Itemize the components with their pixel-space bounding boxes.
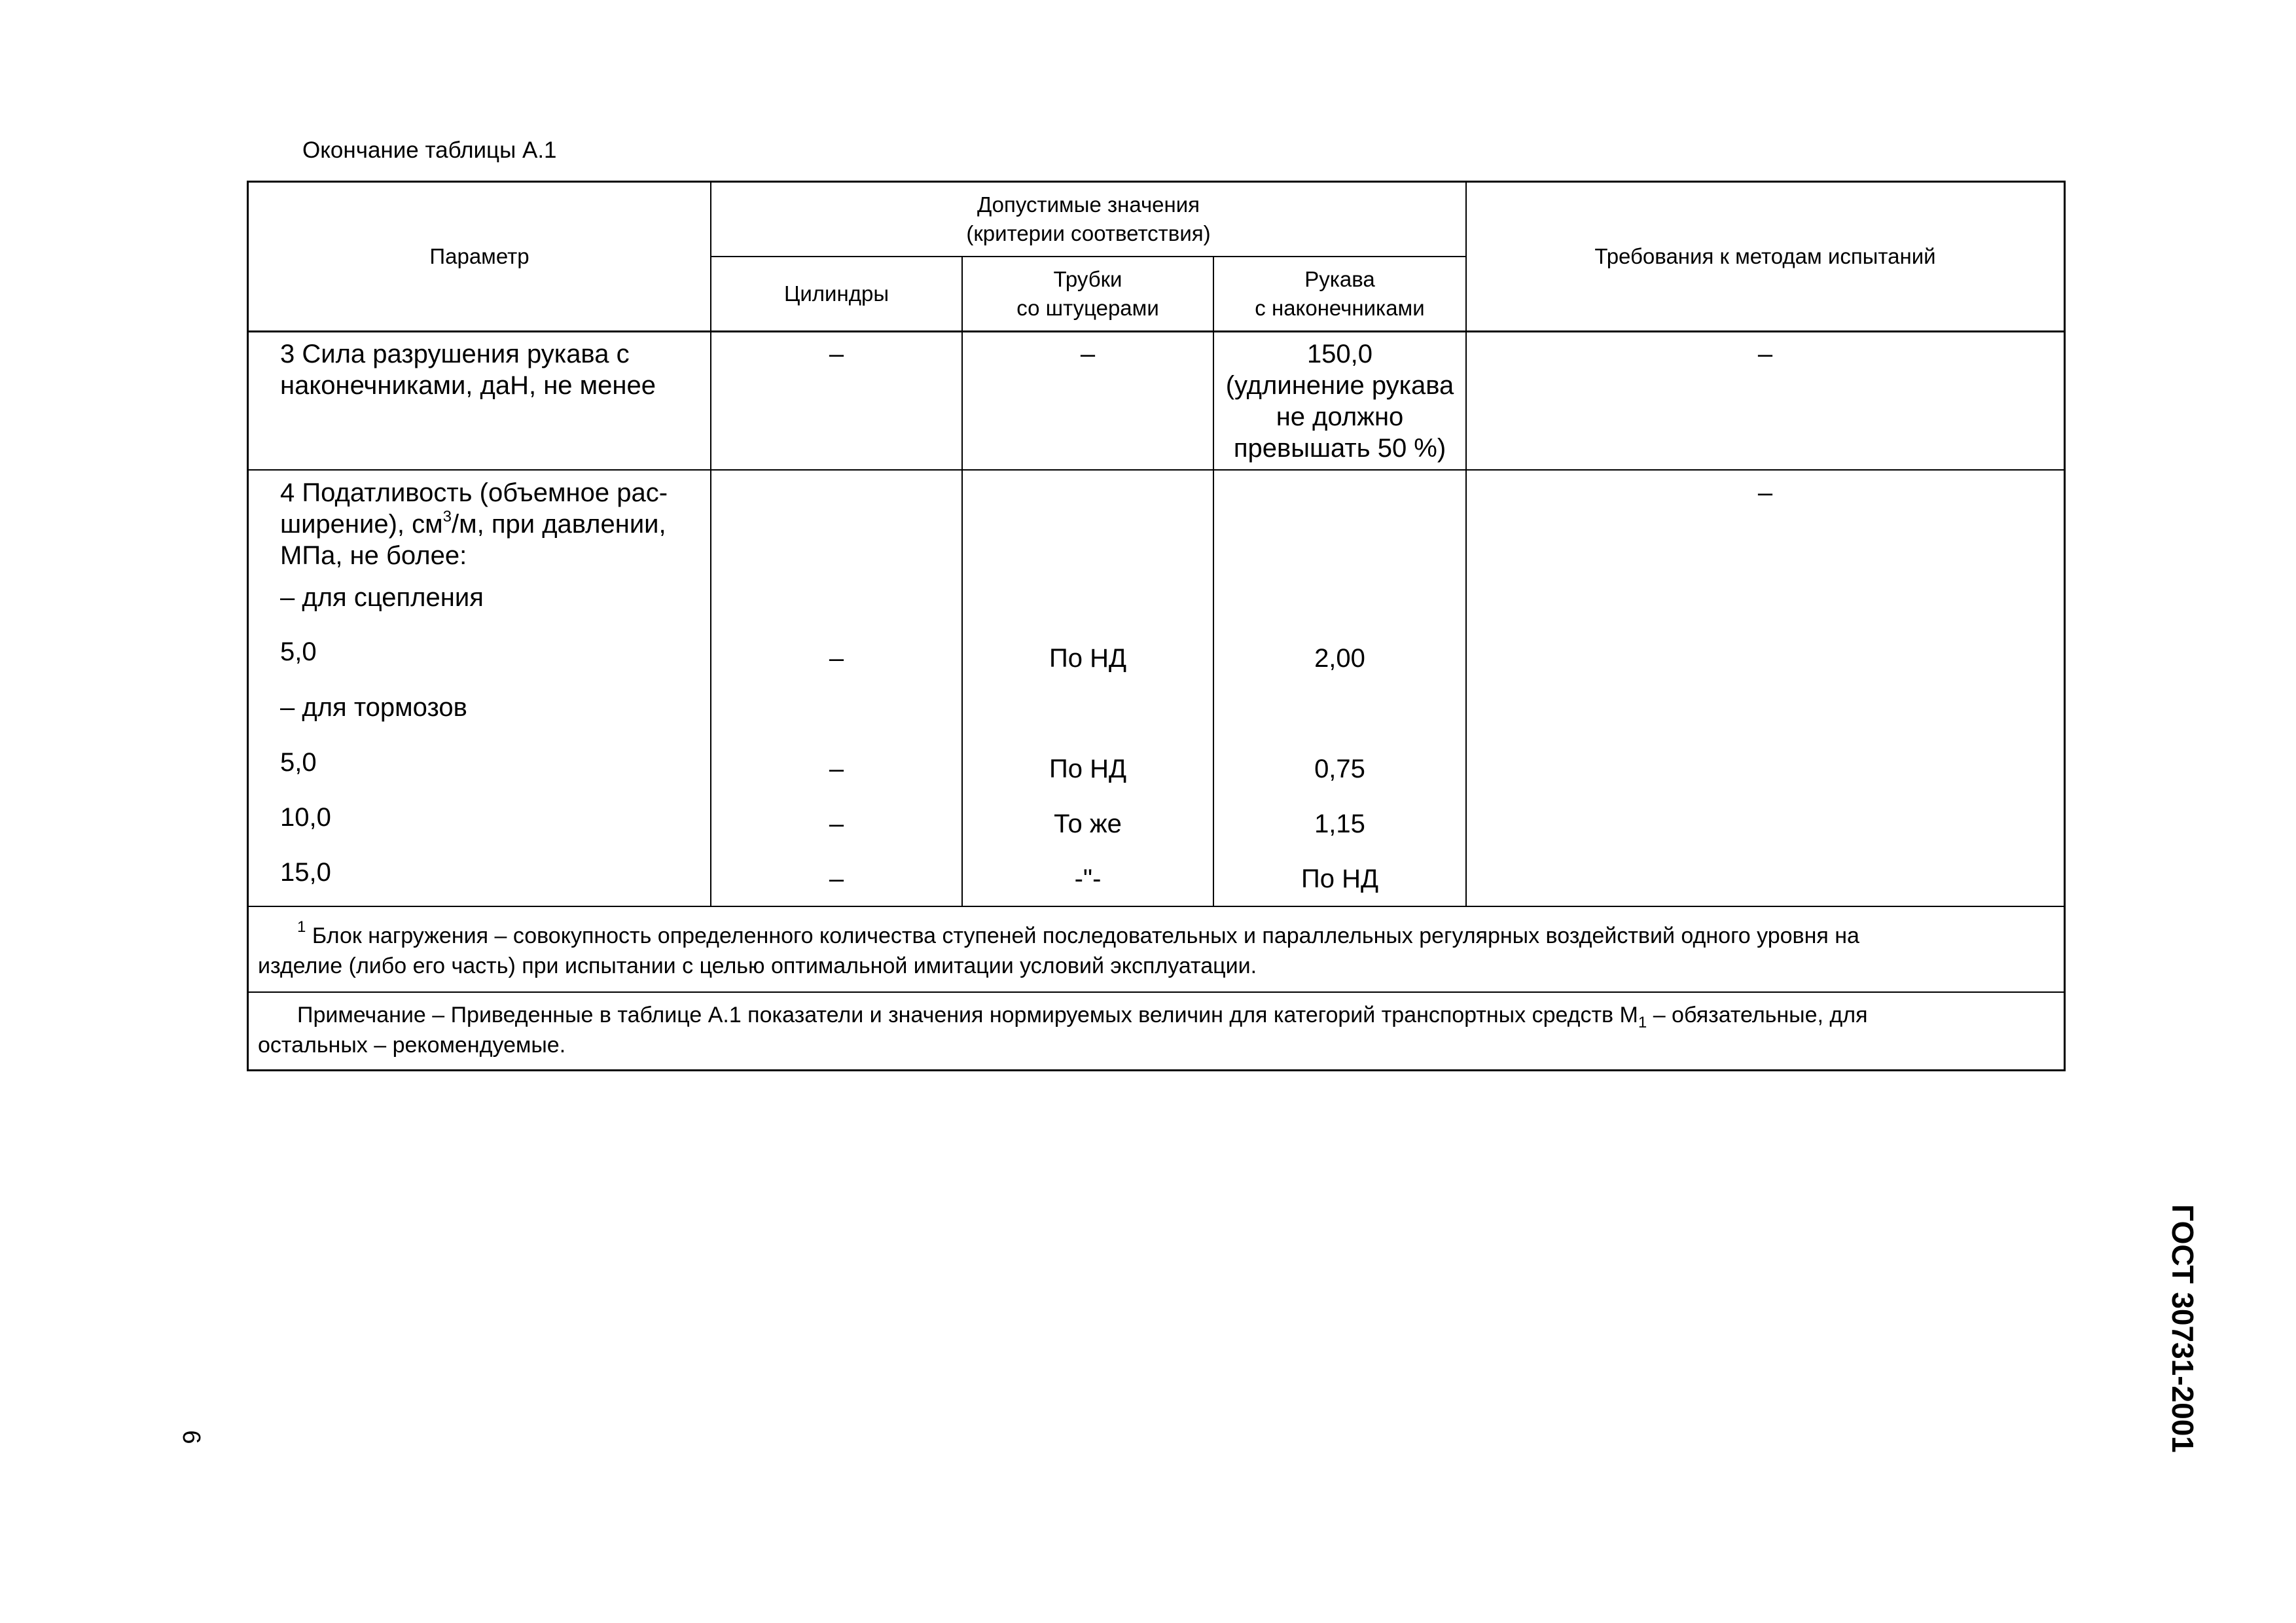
group-label-clutch: – для сцепления: [280, 583, 484, 612]
table-border-right: [2064, 181, 2066, 1071]
row4-methods: –: [1757, 478, 1773, 507]
pressure-row-4-tubes: -"-: [1074, 865, 1102, 893]
pressure-row-1-value: 5,0: [280, 637, 317, 666]
header-parameter: Параметр: [429, 244, 529, 268]
row4-param-line3: МПа, не более:: [280, 541, 467, 570]
note-line1-text: Примечание – Приведенные в таблице А.1 показатели и значения нормируемых величин для категорий транспортных средств М: [297, 1003, 1638, 1027]
header-allowed-values-line2: (критерии соответствия): [966, 221, 1211, 245]
row3-hoses-line1: 150,0: [1306, 340, 1373, 368]
header-hoses: [1214, 257, 1465, 330]
header-hoses-line1: Рукава: [1304, 267, 1375, 291]
header-tubes: [963, 257, 1213, 330]
row3-hoses-line3: не должно: [1276, 402, 1404, 431]
row-divider: [247, 469, 2066, 471]
standard-code: ГОСТ 30731-2001: [2166, 1204, 2200, 1453]
group-label-brakes: – для тормозов: [280, 693, 467, 722]
pressure-row-1-tubes: По НД: [1049, 644, 1127, 673]
row4-param-line2: [280, 508, 666, 540]
header-divider: [247, 330, 2066, 332]
footnote-divider: [247, 906, 2066, 907]
pressure-row-2-value: 5,0: [280, 748, 317, 777]
note-line1-sub: 1: [1638, 1013, 1647, 1031]
pressure-row-4-hoses: По НД: [1300, 865, 1379, 893]
page-number: 6: [177, 1430, 205, 1444]
row3-tubes: –: [1080, 340, 1096, 368]
pressure-row-1-hoses: 2,00: [1314, 644, 1365, 673]
row3-hoses-line2: (удлинение рукава: [1225, 371, 1454, 400]
header-tubes-line1: Трубки: [1053, 267, 1122, 291]
note-line2: остальных – рекомендуемые.: [258, 1033, 566, 1058]
header-allowed-values-line1: Допустимые значения: [977, 192, 1200, 217]
row3-param-line2: наконечниками, даН, не менее: [280, 371, 656, 400]
note-divider: [247, 991, 2066, 993]
pressure-row-3-cylinders: –: [829, 810, 844, 838]
header-tubes-line2: со штуцерами: [1016, 296, 1159, 320]
pressure-row-3-hoses: 1,15: [1314, 810, 1365, 838]
row4-param-line2-text: ширение), см: [280, 510, 443, 539]
row3-methods: –: [1757, 340, 1773, 368]
pressure-row-3-value: 10,0: [280, 803, 331, 832]
footnote-line1: Блок нагружения – совокупность определенного количества ступеней последовательных и параллельных регулярных воздействий одного уровня на: [312, 923, 1859, 948]
table-caption: Окончание таблицы А.1: [302, 137, 557, 163]
pressure-row-2-cylinders: –: [829, 755, 844, 783]
row4-param-line2-rest: /м, при давлении,: [452, 510, 666, 539]
footnote: [258, 918, 2054, 981]
footnote-mark: 1: [297, 918, 306, 936]
header-allowed-values: [711, 183, 1465, 256]
row3-cylinders: –: [829, 340, 844, 368]
pressure-row-1-cylinders: –: [829, 644, 844, 673]
note-line1-rest: – обязательные, для: [1647, 1003, 1868, 1027]
table-border-bottom: [247, 1069, 2066, 1071]
row4-param-line1: 4 Податливость (объемное рас-: [280, 478, 668, 507]
pressure-row-3-tubes: То же: [1054, 810, 1122, 838]
pressure-row-4-value: 15,0: [280, 858, 331, 887]
pressure-row-4-cylinders: –: [829, 865, 844, 893]
pressure-row-2-tubes: По НД: [1049, 755, 1127, 783]
header-hoses-line2: с наконечниками: [1255, 296, 1425, 320]
row3-hoses-line4: превышать 50 %): [1233, 434, 1446, 463]
header-test-methods: Требования к методам испытаний: [1594, 244, 1936, 268]
row4-param-line2-sup: 3: [442, 508, 452, 526]
row3-param-line1: 3 Сила разрушения рукава с: [280, 340, 630, 368]
header-cylinders: Цилиндры: [783, 281, 889, 306]
table-note: [258, 1000, 2054, 1060]
footnote-line2: изделие (либо его часть) при испытании с целью оптимальной имитации условий эксплуатации.: [258, 954, 1257, 978]
pressure-row-2-hoses: 0,75: [1314, 755, 1365, 783]
